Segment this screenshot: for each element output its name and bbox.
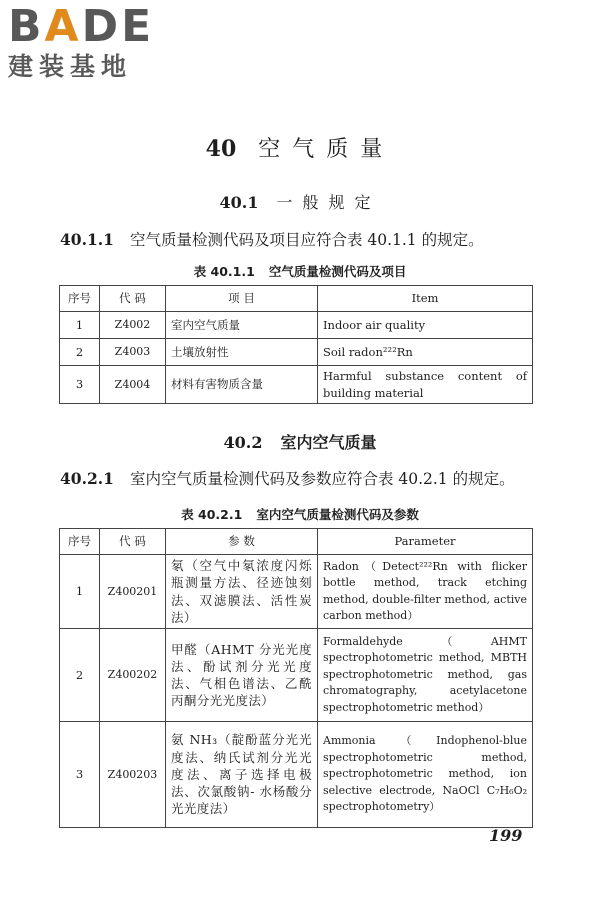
table-caption-title: 空气质量检测代码及项目 (268, 264, 407, 279)
table-row (60, 312, 533, 339)
row-number: 1 (60, 555, 100, 629)
table-40-1-1 (59, 285, 533, 404)
chapter-heading (0, 132, 600, 163)
clause-number: 40.2.1 (60, 469, 114, 488)
section-title: 室内空气质量 (280, 433, 377, 452)
row-parameter-en: Radon（Detect²²²Rn with flicker bottle method, track etching method, double-filter method, active carbon method） (318, 555, 533, 629)
header-cell: 项 目 (166, 286, 318, 312)
row-number: 3 (60, 722, 100, 828)
clause-40-1-1 (60, 228, 484, 250)
row-code: Z400202 (100, 629, 166, 722)
clause-number: 40.1.1 (60, 230, 114, 249)
row-number: 3 (60, 366, 100, 404)
clause-text: 空气质量检测代码及项目应符合表 40.1.1 的规定。 (129, 231, 484, 249)
row-parameter-cn: 氨 NH₃（靛酚蓝分光光度法、纳氏试剂分光光度法、离子选择电极法、次氯酸钠- 水杨酸分光光度法） (166, 722, 318, 828)
row-code: Z4003 (100, 339, 166, 366)
row-number: 2 (60, 629, 100, 722)
chapter-title: 空气质量 (258, 137, 395, 162)
table-caption-number: 表 40.2.1 (181, 507, 243, 522)
section-heading-1 (0, 190, 600, 213)
bade-logo (8, 1, 178, 82)
table-row (60, 366, 533, 404)
row-number: 1 (60, 312, 100, 339)
header-cell: 代 码 (100, 529, 166, 555)
header-cell: 序号 (60, 286, 100, 312)
table-header-row (60, 286, 533, 312)
row-item-en: Soil radon²²²Rn (318, 339, 533, 366)
table-40-2-1 (59, 528, 533, 828)
row-parameter-cn: 氡（空气中氡浓度闪烁瓶测量方法、径迹蚀刻法、双滤膜法、活性炭法） (166, 555, 318, 629)
section-title: 一般规定 (276, 193, 381, 212)
row-item-en: Indoor air quality (318, 312, 533, 339)
header-cell: 代 码 (100, 286, 166, 312)
table-row (60, 555, 533, 629)
chapter-number: 40 (205, 136, 237, 162)
logo-subtitle: 建装基地 (8, 52, 133, 81)
table-row (60, 629, 533, 722)
table-caption-number: 表 40.1.1 (193, 264, 255, 279)
table-header-row (60, 529, 533, 555)
row-item-en: Harmful substance content of building material (318, 366, 533, 404)
header-cell: 参 数 (166, 529, 318, 555)
section-heading-2 (0, 430, 600, 453)
row-number: 2 (60, 339, 100, 366)
row-parameter-en: Ammonia（Indophenol-blue spectrophotometric method, spectrophotometric method, ion selective electrode, NaOCl C₇H₆O₂ spectrophotometry） (318, 722, 533, 828)
header-cell: 序号 (60, 529, 100, 555)
row-code: Z400201 (100, 555, 166, 629)
row-item-cn: 室内空气质量 (166, 312, 318, 339)
clause-40-2-1 (60, 467, 515, 489)
table-caption-40-2-1 (0, 505, 600, 523)
row-item-cn: 材料有害物质含量 (166, 366, 318, 404)
row-item-cn: 土壤放射性 (166, 339, 318, 366)
table-row (60, 722, 533, 828)
row-code: Z400203 (100, 722, 166, 828)
row-parameter-cn: 甲醛（AHMT 分光光度法、酚试剂分光光度法、气相色谱法、乙酰丙酮分光光度法） (166, 629, 318, 722)
row-code: Z4004 (100, 366, 166, 404)
header-cell: Parameter (318, 529, 533, 555)
table-caption-40-1-1 (0, 262, 600, 280)
clause-text: 室内空气质量检测代码及参数应符合表 40.2.1 的规定。 (129, 470, 515, 488)
section-number: 40.2 (223, 433, 263, 452)
logo-brand: BADE (8, 1, 155, 52)
row-code: Z4002 (100, 312, 166, 339)
table-caption-title: 室内空气质量检测代码及参数 (256, 507, 419, 522)
header-cell: Item (318, 286, 533, 312)
section-number: 40.1 (219, 193, 259, 212)
page-number: 199 (489, 826, 523, 845)
row-parameter-en: Formaldehyde（AHMT spectrophotometric method, MBTH spectrophotometric method, gas chromatography, acetylacetone spectrophotometric method） (318, 629, 533, 722)
table-row (60, 339, 533, 366)
